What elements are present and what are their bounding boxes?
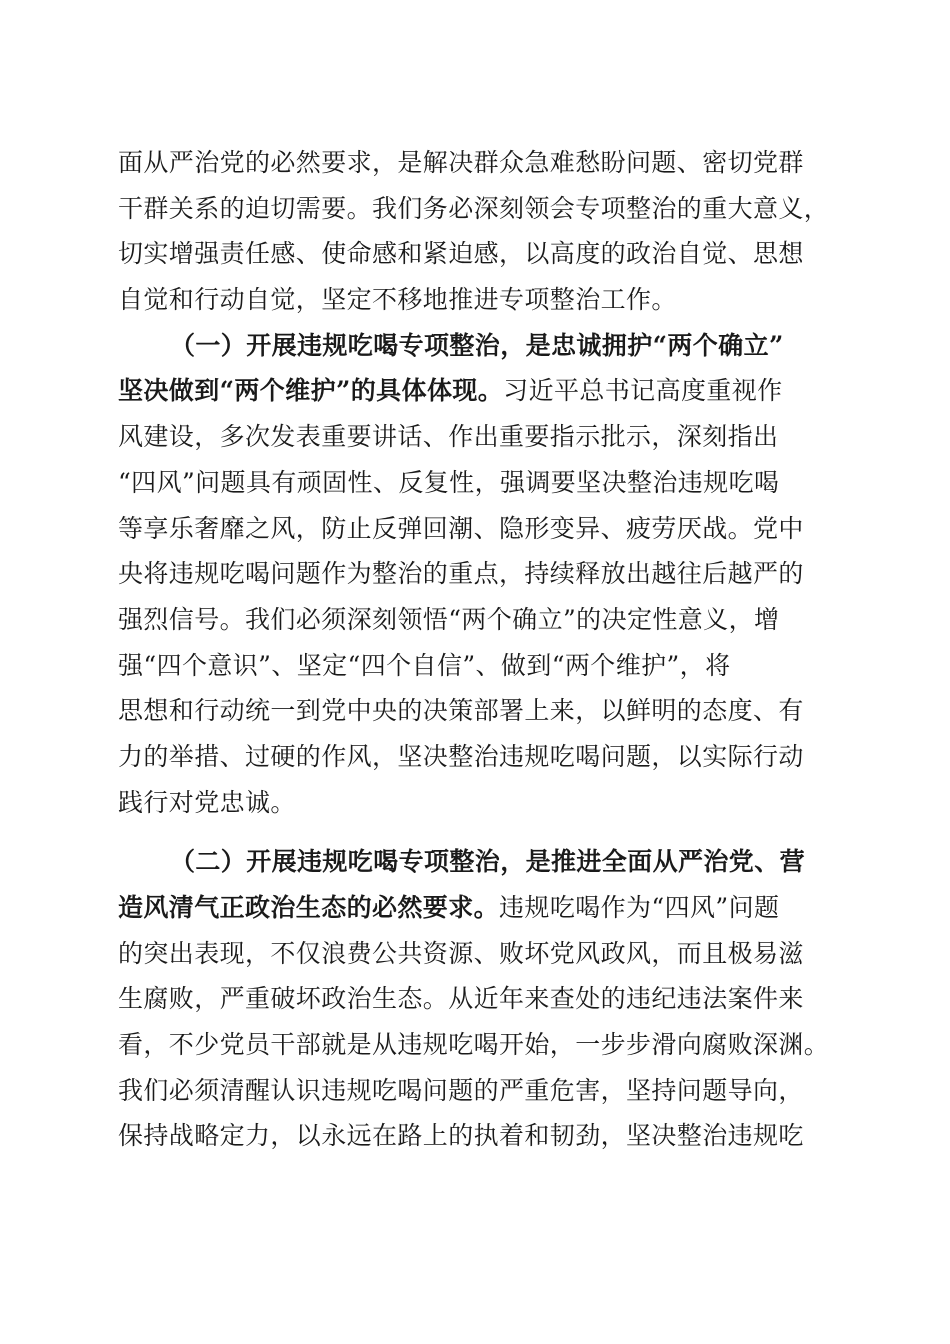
text-line: 等享乐奢靡之风，防止反弹回潮、隐形变异、疲劳厌战。党中 [118,513,804,543]
text-line: 央将违规吃喝问题作为整治的重点，持续释放出越往后越严的 [118,559,804,589]
text-line [118,885,838,931]
text-span: 习近平总书记高度重视作 [503,376,783,406]
paragraph-continuation [118,140,838,323]
text-line: 干群关系的迫切需要。我们务必深刻领会专项整治的重大意义， [118,193,830,223]
text-line: 自觉和行动自觉，坚定不移地推进专项整治工作。 [118,285,677,315]
section-one-heading: （一）开展违规吃喝专项整治，是忠诚拥护“两个确立” [170,330,784,360]
paragraph-section-two [118,839,838,1159]
section-two-heading-end: 造风清气正政治生态的必然要求。 [118,893,500,922]
paragraph-section-one [118,323,838,826]
text-line: 切实增强责任感、使命感和紧迫感，以高度的政治自觉、思想 [118,239,804,269]
text-line: 风建设，多次发表重要讲话、作出重要指示批示，深刻指出 [118,422,779,452]
text-line: 我们必须清醒认识违规吃喝问题的严重危害，坚持问题导向， [118,1075,804,1105]
text-line: 保持战略定力，以永远在路上的执着和韧劲，坚决整治违规吃 [118,1121,804,1151]
text-line: 看，不少党员干部就是从违规吃喝开始，一步步滑向腐败深渊。 [118,1030,830,1060]
text-line: 强“四个意识”、坚定“四个自信”、做到“两个维护”，将 [118,650,731,680]
text-line: 思想和行动统一到党中央的决策部署上来，以鲜明的态度、有 [118,696,804,726]
text-line [118,368,838,414]
text-line: 生腐败，严重破坏政治生态。从近年来查处的违纪违法案件来 [118,984,804,1014]
text-line: 的突出表现，不仅浪费公共资源、败坏党风政风，而且极易滋 [118,938,804,968]
text-span: 违规吃喝作为“四风”问题 [499,893,780,922]
text-line: 强烈信号。我们必须深刻领悟“两个确立”的决定性意义，增 [118,604,780,634]
section-two-heading: （二）开展违规吃喝专项整治，是推进全面从严治党、营 [170,847,806,877]
text-line: “四风”问题具有顽固性、反复性，强调要坚决整治违规吃喝 [118,467,780,497]
section-one-heading-end: 坚决做到“两个维护”的具体体现。 [118,376,504,406]
document-body [118,140,838,1159]
text-line: 践行对党忠诚。 [118,787,296,817]
text-line: 面从严治党的必然要求，是解决群众急难愁盼问题、密切党群 [118,148,804,177]
text-line: 力的举措、过硬的作风，坚决整治违规吃喝问题，以实际行动 [118,741,804,771]
